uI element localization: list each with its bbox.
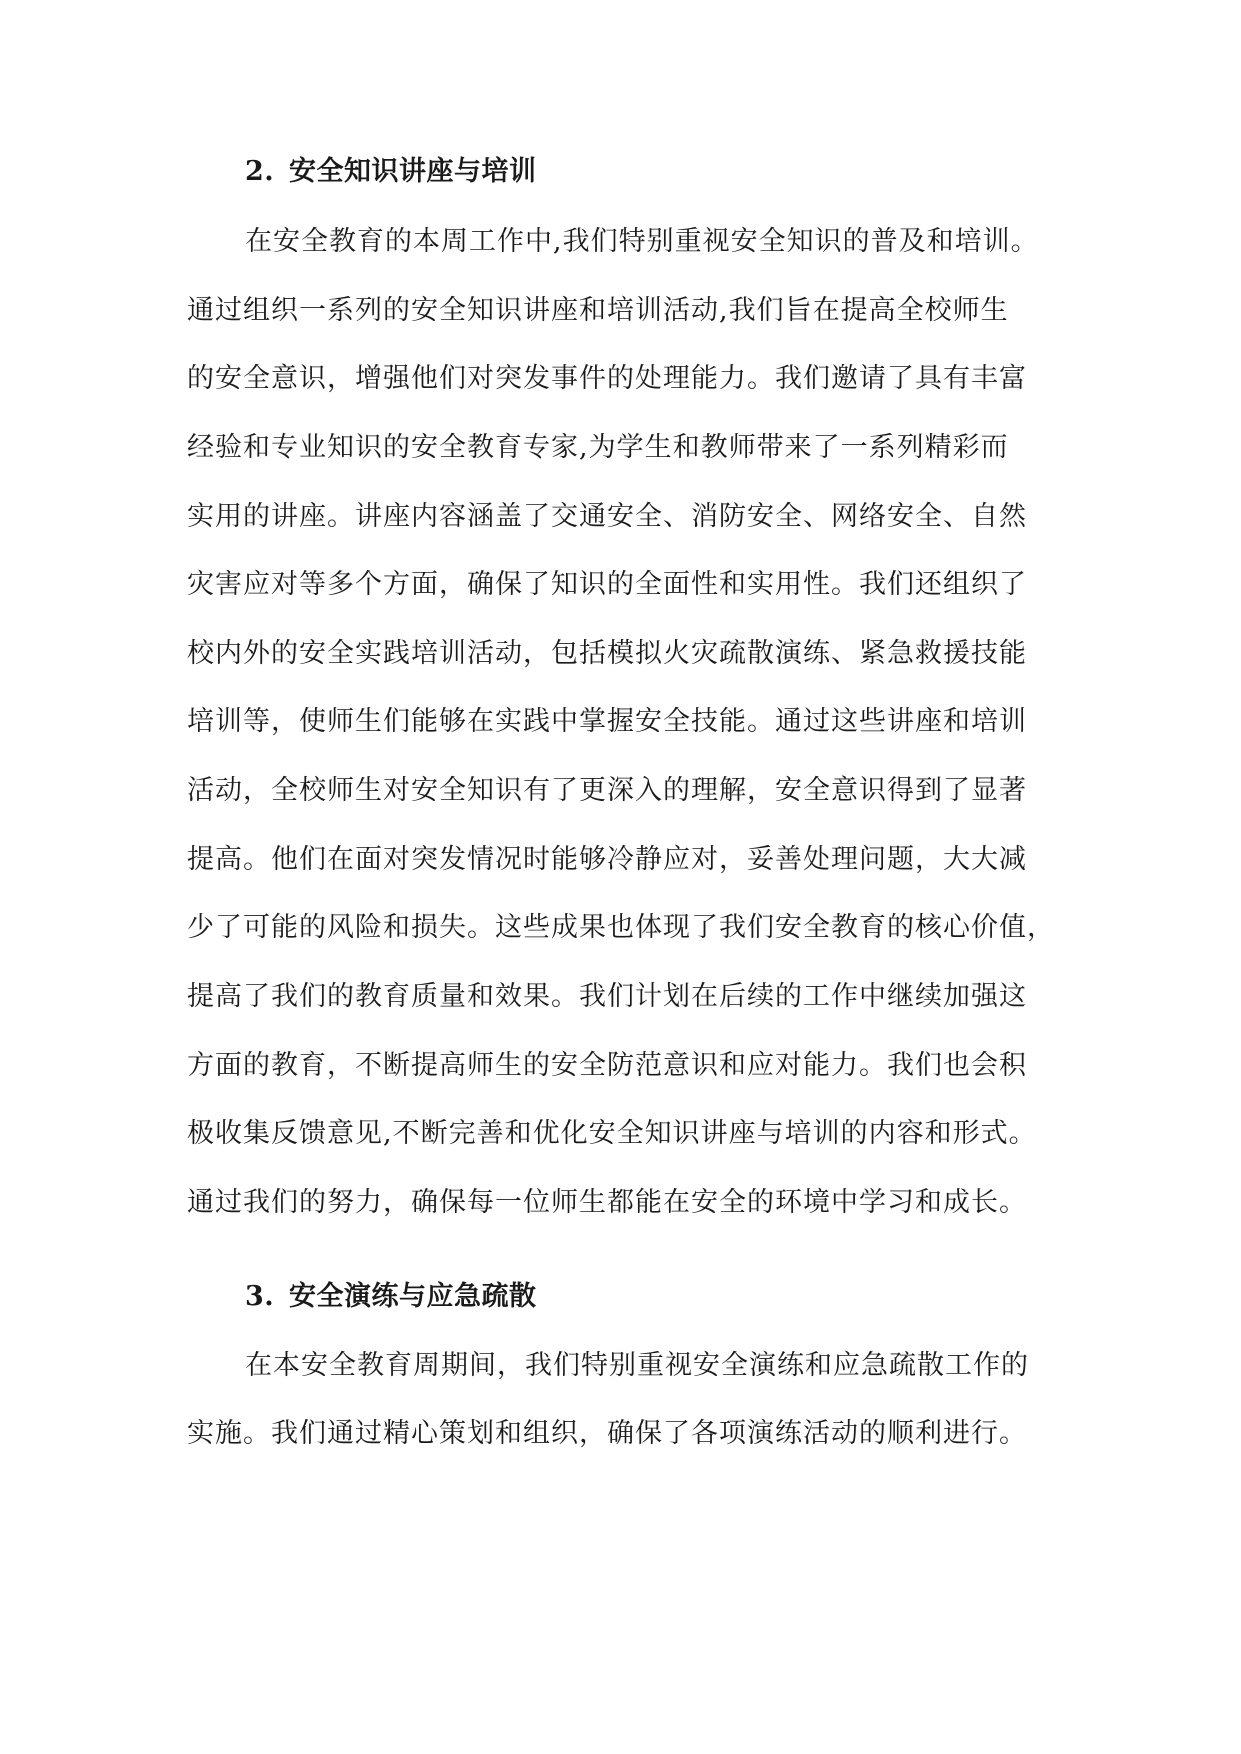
paragraph-line: 在安全教育的本周工作中,我们特别重视安全知识的普及和培训。 <box>245 226 1039 257</box>
paragraph-line: 校内外的安全实践培训活动，包括模拟火灾疏散演练、紧急救援技能 <box>187 638 1027 669</box>
section-title: 安全演练与应急疏散 <box>289 1281 537 1312</box>
paragraph-line: 极收集反馈意见,不断完善和优化安全知识讲座与培训的内容和形式。 <box>187 1118 1037 1149</box>
paragraph-line: 灾害应对等多个方面，确保了知识的全面性和实用性。我们还组织了 <box>187 569 1027 600</box>
paragraph-line: 少了可能的风险和损失。这些成果也体现了我们安全教育的核心价值， <box>187 912 1055 943</box>
paragraph-line: 实施。我们通过精心策划和组织，确保了各项演练活动的顺利进行。 <box>187 1418 1027 1449</box>
section-heading <box>245 152 537 192</box>
section-heading <box>245 1277 537 1317</box>
paragraph-line: 提高。他们在面对突发情况时能够冷静应对，妥善处理问题，大大减 <box>187 844 1027 875</box>
paragraph-line: 通过我们的努力，确保每一位师生都能在安全的环境中学习和成长。 <box>187 1187 1027 1218</box>
section-title: 安全知识讲座与培训 <box>289 156 537 187</box>
paragraph-line: 方面的教育，不断提高师生的安全防范意识和应对能力。我们也会积 <box>187 1050 1027 1081</box>
paragraph-line: 通过组织一系列的安全知识讲座和培训活动,我们旨在提高全校师生 <box>187 295 1009 326</box>
paragraph-line: 培训等，使师生们能够在实践中掌握安全技能。通过这些讲座和培训 <box>187 706 1027 737</box>
paragraph-line: 的安全意识，增强他们对突发事件的处理能力。我们邀请了具有丰富 <box>187 363 1027 394</box>
paragraph-line: 提高了我们的教育质量和效果。我们计划在后续的工作中继续加强这 <box>187 981 1027 1012</box>
paragraph-line: 经验和专业知识的安全教育专家,为学生和教师带来了一系列精彩而 <box>187 432 1009 463</box>
section-number: 3. <box>245 1281 275 1312</box>
section-number: 2. <box>245 156 275 187</box>
paragraph-line: 活动，全校师生对安全知识有了更深入的理解，安全意识得到了显著 <box>187 775 1027 806</box>
paragraph-line: 实用的讲座。讲座内容涵盖了交通安全、消防安全、网络安全、自然 <box>187 501 1027 532</box>
paragraph-line: 在本安全教育周期间，我们特别重视安全演练和应急疏散工作的 <box>245 1350 1029 1381</box>
